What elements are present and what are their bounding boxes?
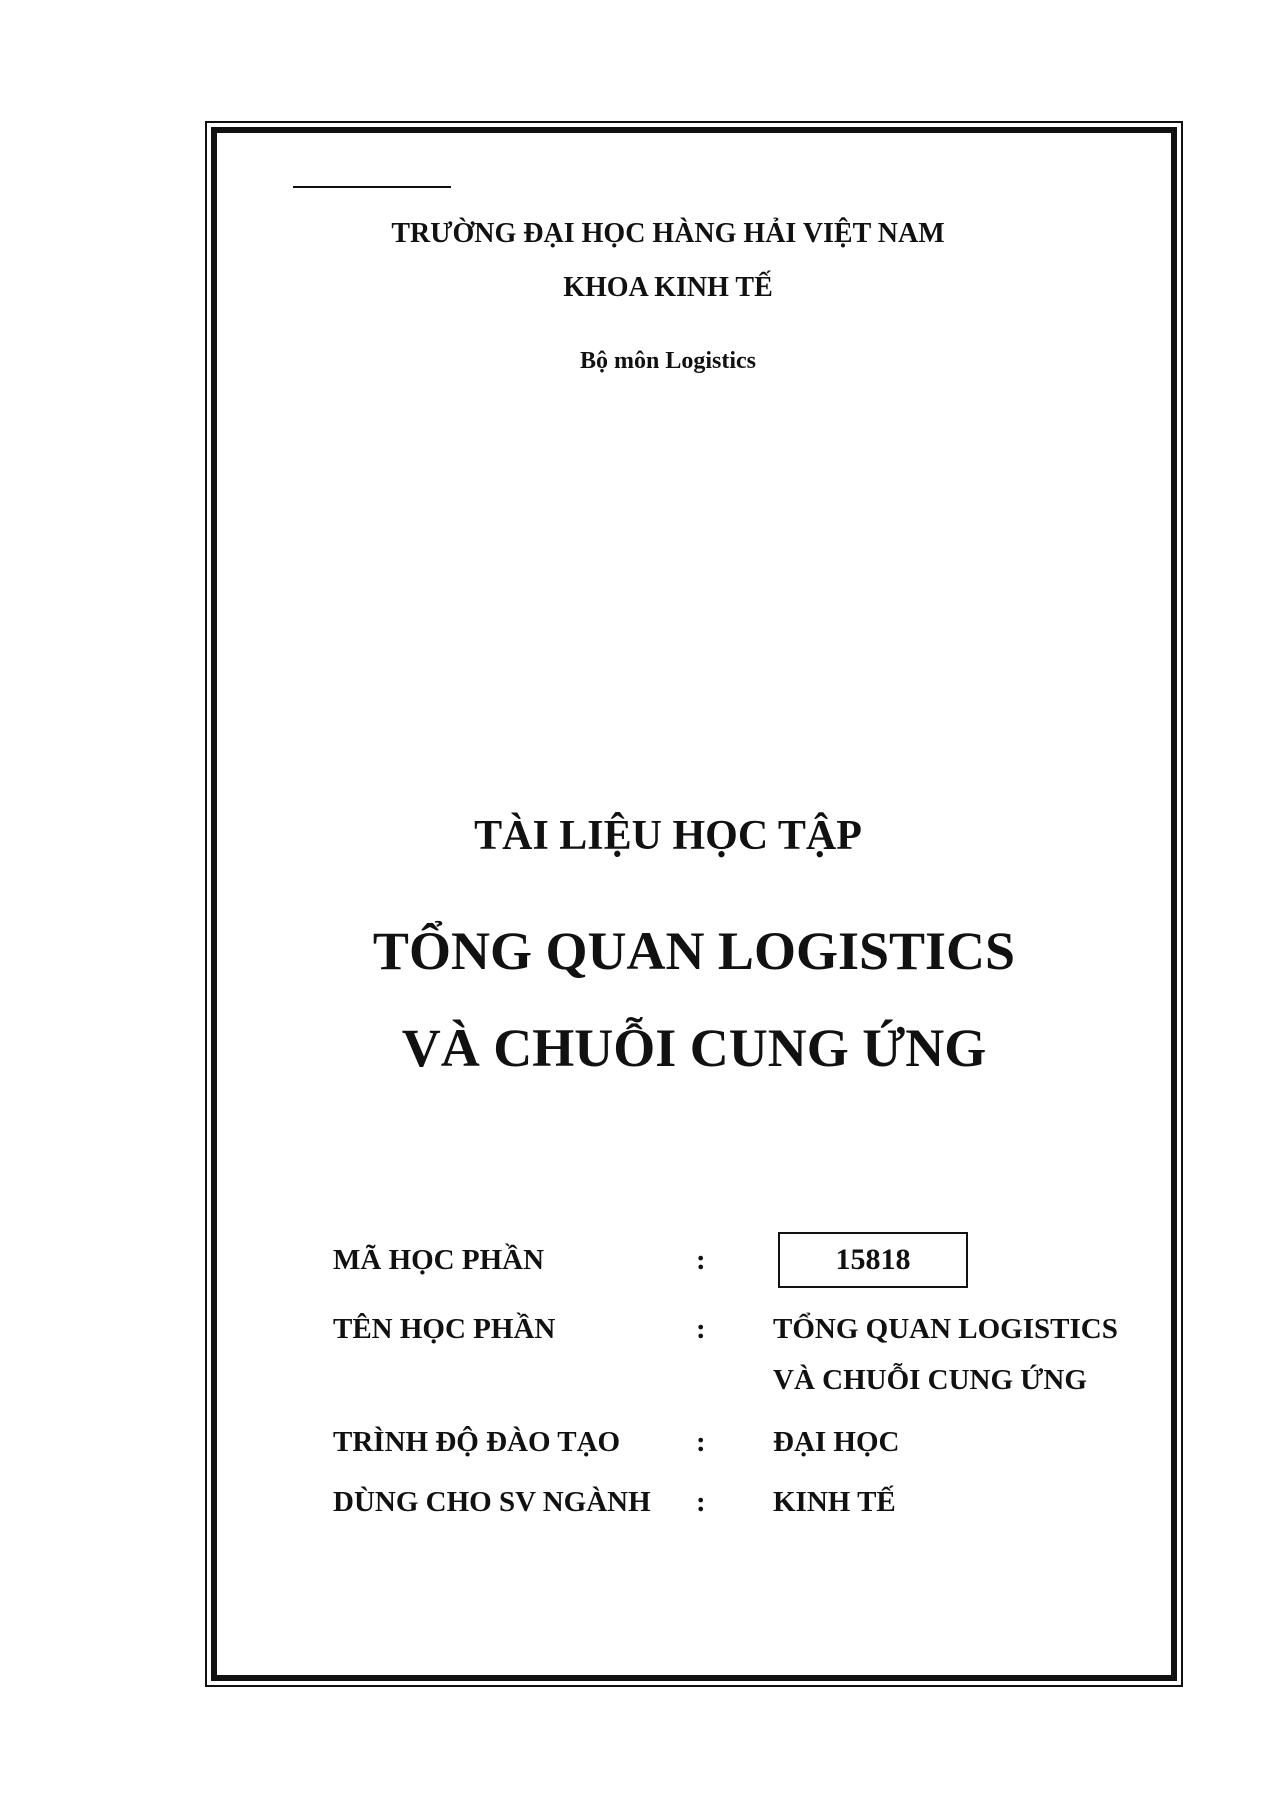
major-label: DÙNG CHO SV NGÀNH	[333, 1486, 651, 1518]
training-level-value: ĐẠI HỌC	[773, 1426, 900, 1458]
course-code-label: MÃ HỌC PHẦN	[333, 1244, 545, 1276]
training-level-colon: :	[696, 1426, 706, 1458]
major-colon: :	[696, 1486, 706, 1518]
major-value: KINH TẾ	[773, 1486, 896, 1518]
faculty-name: KHOA KINH TẾ	[563, 272, 773, 303]
document-type: TÀI LIỆU HỌC TẬP	[474, 813, 862, 859]
course-code-colon: :	[696, 1244, 706, 1276]
department-name: Bộ môn Logistics	[579, 348, 756, 374]
training-level-label: TRÌNH ĐỘ ĐÀO TẠO	[333, 1426, 621, 1458]
course-name-value-line2: VÀ CHUỖI CUNG ỨNG	[773, 1364, 1087, 1396]
course-name-colon: :	[696, 1313, 706, 1345]
document-title-line1: TỔNG QUAN LOGISTICS	[372, 921, 1016, 981]
course-name-label: TÊN HỌC PHẦN	[333, 1313, 556, 1345]
course-name-value-line1: TỔNG QUAN LOGISTICS	[773, 1313, 1118, 1345]
university-name: TRƯỜNG ĐẠI HỌC HÀNG HẢI VIỆT NAM	[391, 218, 945, 249]
course-code-value: 15818	[778, 1232, 968, 1288]
header-rule	[293, 186, 451, 188]
document-title-line2: VÀ CHUỖI CUNG ỨNG	[401, 1018, 987, 1078]
